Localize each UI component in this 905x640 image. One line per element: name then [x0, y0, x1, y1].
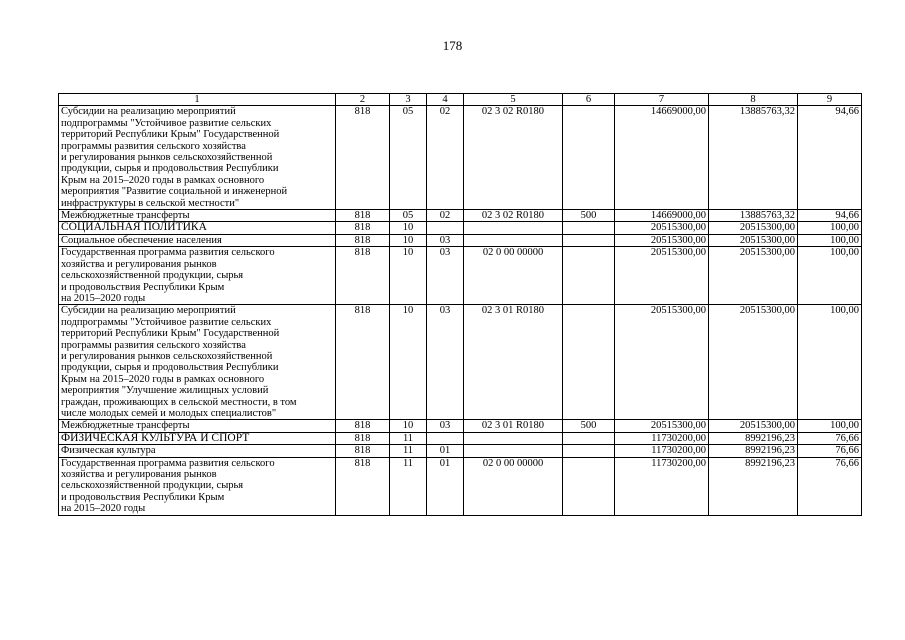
planned-amount: 14669000,00: [615, 210, 709, 222]
description-line: Крым на 2015–2020 годы в рамках основного: [61, 174, 265, 186]
description-line: и регулирования рынков сельскохозяйственной: [61, 152, 273, 164]
subsection-code: 03: [427, 305, 464, 420]
executed-amount: 13885763,32: [709, 106, 798, 210]
description-line: программы развития сельского хозяйства: [61, 339, 246, 351]
row-description: [59, 305, 336, 420]
description-line: числе молодых семей и молодых специалистов": [61, 407, 277, 419]
page-number: 178: [442, 38, 463, 53]
column-header: 2: [336, 94, 390, 106]
planned-amount: 11730200,00: [615, 432, 709, 444]
ministry-code: 818: [336, 305, 390, 420]
table-row: [59, 305, 862, 420]
description-line: СОЦИАЛЬНАЯ ПОЛИТИКА: [61, 221, 207, 234]
target-article-code: [464, 234, 563, 246]
description-line: Социальное обеспечение населения: [61, 234, 222, 246]
expense-type-code: [563, 432, 615, 444]
expense-type-code: [563, 445, 615, 457]
description-line: продукции, сырья и продовольствия Республики: [61, 362, 279, 374]
description-line: Межбюджетные трансферты: [61, 210, 190, 222]
target-article-code: [464, 222, 563, 234]
description-line: Физическая культура: [61, 445, 156, 457]
execution-percent: 100,00: [798, 222, 862, 234]
description-line: и продовольствия Республики Крым: [61, 281, 225, 293]
section-code: 10: [390, 305, 427, 420]
execution-percent: 100,00: [798, 305, 862, 420]
description-line: и продовольствия Республики Крым: [61, 491, 225, 503]
description-line: на 2015–2020 годы: [61, 503, 146, 515]
table-row: [59, 234, 862, 246]
column-header: 6: [563, 94, 615, 106]
subsection-code: 03: [427, 247, 464, 305]
description-line: Межбюджетные трансферты: [61, 420, 190, 432]
ministry-code: 818: [336, 222, 390, 234]
row-description: [59, 457, 336, 515]
target-article-code: 02 3 02 R0180: [464, 106, 563, 210]
target-article-code: 02 0 00 00000: [464, 457, 563, 515]
column-header: 1: [59, 94, 336, 106]
expense-type-code: 500: [563, 420, 615, 432]
description-line: территорий Республики Крым" Государственной: [61, 129, 280, 141]
description-line: сельскохозяйственной продукции, сырья: [61, 480, 244, 492]
description-line: мероприятия "Развитие социальной и инженерной: [61, 186, 288, 198]
table-row: [59, 432, 862, 444]
section-code: 11: [390, 445, 427, 457]
description-line: продукции, сырья и продовольствия Республики: [61, 163, 279, 175]
planned-amount: 20515300,00: [615, 222, 709, 234]
table-row: [59, 445, 862, 457]
row-description: [59, 445, 336, 457]
expense-type-code: [563, 234, 615, 246]
subsection-code: 02: [427, 106, 464, 210]
section-code: 10: [390, 420, 427, 432]
description-line: на 2015–2020 годы: [61, 292, 146, 304]
table-row: [59, 420, 862, 432]
executed-amount: 20515300,00: [709, 234, 798, 246]
executed-amount: 8992196,23: [709, 432, 798, 444]
description-line: инфраструктуры в сельской местности": [61, 197, 240, 209]
expense-type-code: [563, 305, 615, 420]
table-row: [59, 210, 862, 222]
description-line: сельскохозяйственной продукции, сырья: [61, 270, 244, 282]
description-line: и регулирования рынков сельскохозяйственной: [61, 350, 273, 362]
execution-percent: 94,66: [798, 106, 862, 210]
executed-amount: 20515300,00: [709, 222, 798, 234]
description-line: граждан, проживающих в сельской местности, в том: [61, 396, 297, 408]
description-line: Субсидии на реализацию мероприятий: [61, 305, 236, 317]
subsection-code: 02: [427, 210, 464, 222]
column-header: 9: [798, 94, 862, 106]
table-row: [59, 247, 862, 305]
description-line: программы развития сельского хозяйства: [61, 140, 246, 152]
execution-percent: 100,00: [798, 420, 862, 432]
execution-percent: 94,66: [798, 210, 862, 222]
planned-amount: 11730200,00: [615, 457, 709, 515]
execution-percent: 100,00: [798, 234, 862, 246]
description-line: хозяйства и регулирования рынков: [61, 469, 217, 480]
planned-amount: 14669000,00: [615, 106, 709, 210]
table-row: [59, 106, 862, 210]
row-description: [59, 420, 336, 432]
ministry-code: 818: [336, 106, 390, 210]
column-header: 7: [615, 94, 709, 106]
row-description: [59, 106, 336, 210]
description-line: Государственная программа развития сельского: [61, 457, 275, 469]
planned-amount: 11730200,00: [615, 445, 709, 457]
executed-amount: 13885763,32: [709, 210, 798, 222]
planned-amount: 20515300,00: [615, 234, 709, 246]
column-header: 3: [390, 94, 427, 106]
section-code: 10: [390, 247, 427, 305]
column-header: 8: [709, 94, 798, 106]
executed-amount: 8992196,23: [709, 445, 798, 457]
ministry-code: 818: [336, 420, 390, 432]
ministry-code: 818: [336, 432, 390, 444]
execution-percent: 76,66: [798, 445, 862, 457]
target-article-code: 02 3 02 R0180: [464, 210, 563, 222]
column-header: 4: [427, 94, 464, 106]
ministry-code: 818: [336, 210, 390, 222]
description-line: Крым на 2015–2020 годы в рамках основного: [61, 373, 265, 385]
executed-amount: 20515300,00: [709, 305, 798, 420]
description-line: ФИЗИЧЕСКАЯ КУЛЬТУРА И СПОРТ: [61, 432, 250, 444]
description-line: подпрограммы "Устойчивое развитие сельских: [61, 316, 272, 328]
section-code: 10: [390, 234, 427, 246]
section-code: 10: [390, 222, 427, 234]
description-line: территорий Республики Крым" Государственной: [61, 328, 280, 340]
target-article-code: 02 3 01 R0180: [464, 305, 563, 420]
expense-type-code: [563, 247, 615, 305]
row-description: [59, 432, 336, 444]
expense-type-code: [563, 457, 615, 515]
subsection-code: 03: [427, 234, 464, 246]
table-row: [59, 457, 862, 515]
table-row: [59, 222, 862, 234]
subsection-code: [427, 222, 464, 234]
ministry-code: 818: [336, 247, 390, 305]
planned-amount: 20515300,00: [615, 247, 709, 305]
planned-amount: 20515300,00: [615, 305, 709, 420]
section-code: 05: [390, 106, 427, 210]
target-article-code: [464, 432, 563, 444]
ministry-code: 818: [336, 445, 390, 457]
budget-table: [58, 93, 862, 516]
target-article-code: 02 0 00 00000: [464, 247, 563, 305]
executed-amount: 20515300,00: [709, 247, 798, 305]
executed-amount: 8992196,23: [709, 457, 798, 515]
description-line: хозяйства и регулирования рынков: [61, 258, 217, 270]
executed-amount: 20515300,00: [709, 420, 798, 432]
description-line: Государственная программа развития сельского: [61, 247, 275, 259]
row-description: [59, 247, 336, 305]
ministry-code: 818: [336, 457, 390, 515]
section-code: 11: [390, 432, 427, 444]
section-code: 11: [390, 457, 427, 515]
section-code: 05: [390, 210, 427, 222]
execution-percent: 76,66: [798, 457, 862, 515]
ministry-code: 818: [336, 234, 390, 246]
row-description: [59, 210, 336, 222]
subsection-code: 01: [427, 445, 464, 457]
expense-type-code: [563, 106, 615, 210]
execution-percent: 76,66: [798, 432, 862, 444]
row-description: [59, 222, 336, 234]
description-line: мероприятия "Улучшение жилищных условий: [61, 385, 269, 397]
execution-percent: 100,00: [798, 247, 862, 305]
description-line: Субсидии на реализацию мероприятий: [61, 106, 236, 118]
expense-type-code: [563, 222, 615, 234]
row-description: [59, 234, 336, 246]
column-header-row: [59, 94, 862, 106]
description-line: подпрограммы "Устойчивое развитие сельских: [61, 117, 272, 129]
target-article-code: 02 3 01 R0180: [464, 420, 563, 432]
target-article-code: [464, 445, 563, 457]
planned-amount: 20515300,00: [615, 420, 709, 432]
column-header: 5: [464, 94, 563, 106]
subsection-code: [427, 432, 464, 444]
subsection-code: 03: [427, 420, 464, 432]
expense-type-code: 500: [563, 210, 615, 222]
subsection-code: 01: [427, 457, 464, 515]
